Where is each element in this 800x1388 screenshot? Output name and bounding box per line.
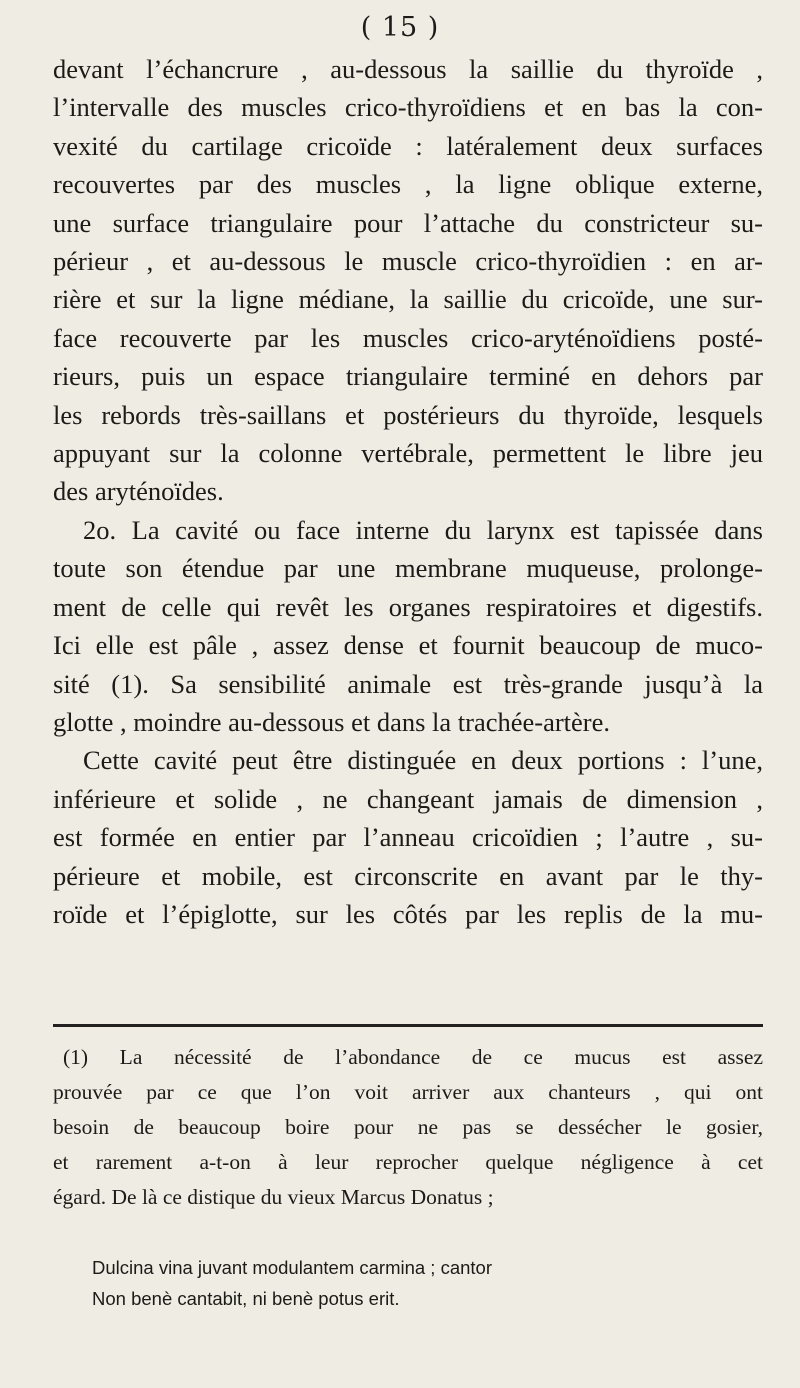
body-line: sité (1). Sa sensibilité animale est très-grande jusqu’à la [53, 668, 763, 699]
body-line: roïde et l’épiglotte, sur les côtés par les replis de la mu- [53, 898, 763, 929]
footnote-line: besoin de beaucoup boire pour ne pas se dessécher le gosier, [53, 1115, 763, 1139]
body-line: les rebords très-saillans et postérieurs du thyroïde, lesquels [53, 399, 763, 430]
body-line: des aryténoïdes. [53, 476, 224, 507]
body-line: périeur , et au-dessous le muscle crico-thyroïdien : en ar- [53, 246, 763, 277]
footnote-line: et rarement a-t-on à leur reprocher quelque négligence à cet [53, 1150, 763, 1174]
body-line: recouvertes par des muscles , la ligne oblique externe, [53, 169, 763, 200]
distich-line: Dulcina vina juvant modulantem carmina ; cantor [92, 1257, 492, 1278]
body-text [53, 50, 763, 933]
body-line: Cette cavité peut être distinguée en deux portions : l’une, [83, 745, 763, 776]
body-line: face recouverte par les muscles crico-aryténoïdiens posté- [53, 322, 763, 353]
footnote-separator [53, 1024, 763, 1027]
body-line: périeure et mobile, est circonscrite en avant par le thy- [53, 860, 763, 891]
body-line: inférieure et solide , ne changeant jamais de dimension , [53, 783, 763, 814]
body-line: rière et sur la ligne médiane, la saillie du cricoïde, une sur- [53, 284, 763, 315]
body-line: rieurs, puis un espace triangulaire terminé en dehors par [53, 361, 763, 392]
body-line: une surface triangulaire pour l’attache du constricteur su- [53, 207, 763, 238]
body-line: ment de celle qui revêt les organes respiratoires et digestifs. [53, 591, 763, 622]
footnote [53, 1040, 763, 1215]
body-line: appuyant sur la colonne vertébrale, permettent le libre jeu [53, 438, 763, 469]
body-line: l’intervalle des muscles crico-thyroïdiens et en bas la con- [53, 92, 763, 123]
body-line: toute son étendue par une membrane muqueuse, prolonge- [53, 553, 763, 584]
footnote-line: (1) La nécessité de l’abondance de ce mucus est assez [63, 1045, 763, 1069]
body-line: glotte , moindre au-dessous et dans la trachée-artère. [53, 706, 611, 737]
footnote-line: prouvée par ce que l’on voit arriver aux chanteurs , qui ont [53, 1080, 763, 1104]
page-number: ( 15 ) [360, 12, 440, 43]
body-line: est formée en entier par l’anneau cricoïdien ; l’autre , su- [53, 822, 763, 853]
footnote-line: égard. De là ce distique du vieux Marcus Donatus ; [53, 1185, 494, 1209]
latin-distich [92, 1252, 692, 1314]
body-line: devant l’échancrure , au-dessous la saillie du thyroïde , [53, 54, 763, 84]
body-line: Ici elle est pâle , assez dense et fournit beaucoup de muco- [53, 630, 763, 661]
body-line: vexité du cartilage cricoïde : latéralement deux surfaces [53, 130, 763, 161]
distich-line: Non benè cantabit, ni benè potus erit. [92, 1288, 400, 1309]
body-line: 2o. La cavité ou face interne du larynx est tapissée dans [83, 514, 763, 545]
